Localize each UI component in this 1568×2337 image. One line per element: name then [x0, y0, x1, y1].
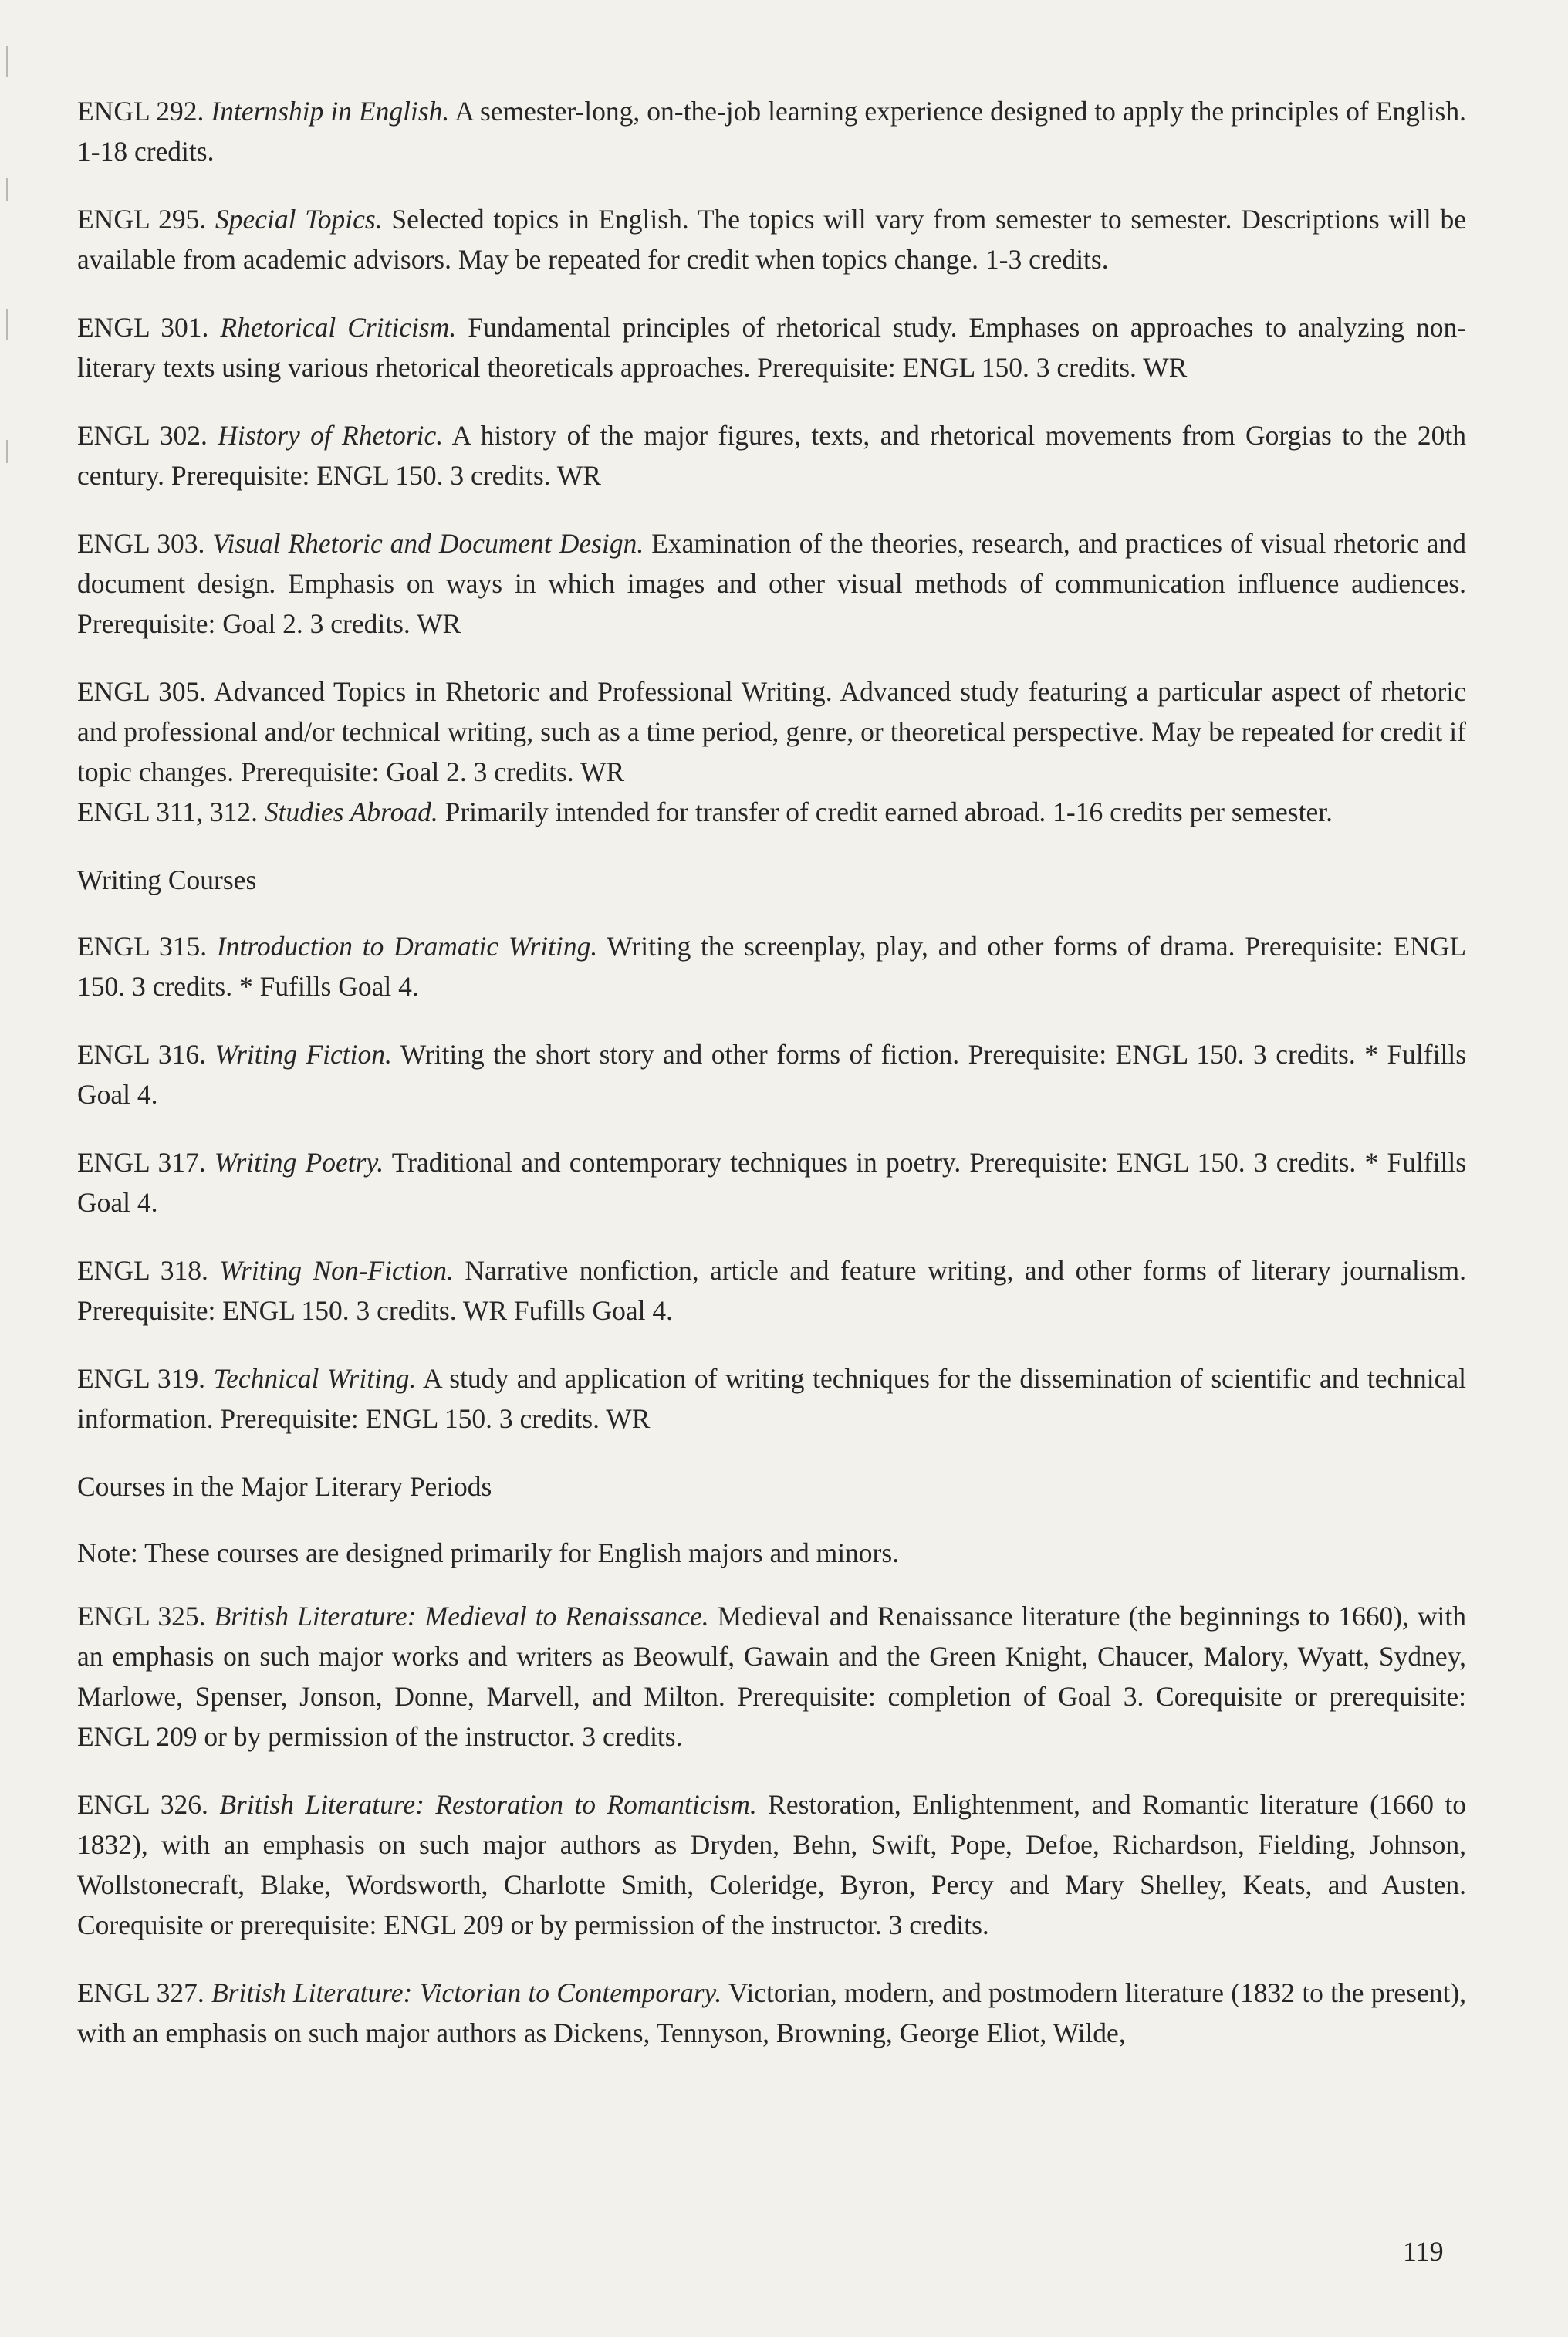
course-description: Medieval and Renaissance literature (the beginnings to 1660), with an emphasis on such major works and writers as Beowulf, Gawain and the Green Knight, Chaucer, Malory, Wyatt, Sydney, Marlowe, Spenser, Jonson, Donne, Marvell, and Milton. Prerequisite: completion of Goal 3. Corequisite or prerequisite: ENGL 209 or by permission of the instructor. 3 credits.: [77, 1601, 1467, 1752]
course-description: Victorian, modern, and postmodern literature (1832 to the present), with an emphasis on such major authors as Dickens, Tennyson, Browning, George Eliot, Wilde,: [77, 1977, 1467, 2048]
course-code: ENGL 315.: [77, 931, 208, 962]
course-code: ENGL 303.: [77, 528, 205, 559]
section-note: Note: These courses are designed primarily for English majors and minors.: [77, 1537, 900, 1568]
page-number: 119: [1403, 2236, 1444, 2267]
course-description: Writing the screenplay, play, and other forms of drama. Prerequisite: ENGL 150. 3 credits. * Fufills Goal 4.: [77, 931, 1467, 1002]
course-description: Fundamental principles of rhetorical study. Emphases on approaches to analyzing non-literary texts using various rhetorical theoreticals approaches. Prerequisite: ENGL 150. 3 credits. WR: [77, 312, 1467, 383]
course-code: ENGL 292.: [77, 96, 204, 127]
course-title: Internship in English.: [211, 96, 450, 127]
course-entry: [77, 415, 1466, 495]
course-code: ENGL 301.: [77, 312, 209, 343]
section-heading-writing: Writing Courses: [77, 864, 257, 895]
course-description: Examination of the theories, research, and practices of visual rhetoric and document design. Emphasis on ways in which images and other visual methods of communication influence audiences. Prerequisite: Goal 2. 3 credits. WR: [77, 528, 1467, 639]
course-description: A semester-long, on-the-job learning experience designed to apply the principles of English. 1-18 credits.: [77, 96, 1466, 167]
section-heading-literary-periods: Courses in the Major Literary Periods: [77, 1471, 492, 1502]
course-title: Studies Abroad.: [264, 796, 438, 827]
course-title: Special Topics.: [215, 204, 383, 235]
scan-edge-mark: [6, 309, 8, 340]
course-descriptions: [77, 91, 1466, 2081]
course-entry: [77, 671, 1466, 792]
course-entry: [77, 926, 1466, 1006]
course-title: Rhetorical Criticism.: [220, 312, 457, 343]
course-description: A history of the major figures, texts, and rhetorical movements from Gorgias to the 20th century. Prerequisite: ENGL 150. 3 credits. WR: [77, 420, 1467, 491]
course-entry: [77, 1358, 1466, 1439]
course-description: Selected topics in English. The topics will vary from semester to semester. Descriptions will be available from academic advisors. May be repeated for credit when topics change. 1-3 credits.: [77, 204, 1466, 275]
course-code: ENGL 311, 312.: [77, 796, 259, 827]
course-code: ENGL 302.: [77, 420, 208, 451]
course-title: History of Rhetoric.: [218, 420, 444, 451]
course-title: British Literature: Medieval to Renaissance.: [214, 1601, 709, 1632]
course-title: Writing Fiction.: [215, 1039, 392, 1070]
course-code: ENGL 316.: [77, 1039, 206, 1070]
course-entry: [77, 91, 1466, 171]
course-description: Narrative nonfiction, article and feature writing, and other forms of literary journalism. Prerequisite: ENGL 150. 3 credits. WR Fufills Goal 4.: [77, 1255, 1467, 1326]
course-entry: [77, 792, 1466, 832]
course-entry: [77, 1250, 1466, 1331]
course-code: ENGL 295.: [77, 204, 207, 235]
course-description: Writing the short story and other forms of fiction. Prerequisite: ENGL 150. 3 credits. * Fulfills Goal 4.: [77, 1039, 1467, 1110]
scan-edge-mark: [6, 46, 8, 77]
course-description: Advanced Topics in Rhetoric and Professional Writing. Advanced study featuring a particular aspect of rhetoric and professional and/or technical writing, such as a time period, genre, or theoretical perspective. May be repeated for credit if topic changes. Prerequisite: Goal 2. 3 credits. WR: [77, 676, 1466, 787]
course-code: ENGL 319.: [77, 1363, 206, 1394]
course-entry: [77, 1784, 1466, 1945]
course-description: Primarily intended for transfer of credit earned abroad. 1-16 credits per semester.: [444, 796, 1333, 827]
course-entry: [77, 199, 1466, 279]
course-title: Writing Poetry.: [214, 1147, 384, 1178]
course-code: ENGL 326.: [77, 1789, 208, 1820]
course-title: Visual Rhetoric and Document Design.: [212, 528, 644, 559]
course-title: British Literature: Restoration to Romanticism.: [219, 1789, 757, 1820]
course-description: A study and application of writing techniques for the dissemination of scientific and technical information. Prerequisite: ENGL 150. 3 credits. WR: [77, 1363, 1466, 1434]
course-entry: [77, 1973, 1466, 2053]
course-title: British Literature: Victorian to Contemporary.: [211, 1977, 722, 2008]
scan-edge-mark: [6, 440, 8, 463]
course-entry: [77, 1142, 1466, 1223]
course-title: Technical Writing.: [213, 1363, 417, 1394]
course-code: ENGL 325.: [77, 1601, 206, 1632]
course-code: ENGL 318.: [77, 1255, 208, 1286]
course-entry: [77, 1596, 1466, 1757]
course-description: Restoration, Enlightenment, and Romantic literature (1660 to 1832), with an emphasis on such major authors as Dryden, Behn, Swift, Pope, Defoe, Richardson, Fielding, Johnson, Wollstonecraft, Blake, Wordsworth, Charlotte Smith, Coleridge, Byron, Percy and Mary Shelley, Keats, and Austen. Corequisite or prerequisite: ENGL 209 or by permission of the instructor. 3 credits.: [77, 1789, 1467, 1940]
course-title: Introduction to Dramatic Writing.: [216, 931, 598, 962]
course-title: Writing Non-Fiction.: [219, 1255, 454, 1286]
course-description: Traditional and contemporary techniques in poetry. Prerequisite: ENGL 150. 3 credits. * Fulfills Goal 4.: [77, 1147, 1467, 1218]
course-code: ENGL 317.: [77, 1147, 206, 1178]
scan-edge-mark: [6, 178, 8, 201]
course-code: ENGL 327.: [77, 1977, 204, 2008]
course-entry: [77, 523, 1466, 644]
course-code: ENGL 305.: [77, 676, 207, 707]
course-entry: [77, 1034, 1466, 1114]
course-entry: [77, 307, 1466, 387]
